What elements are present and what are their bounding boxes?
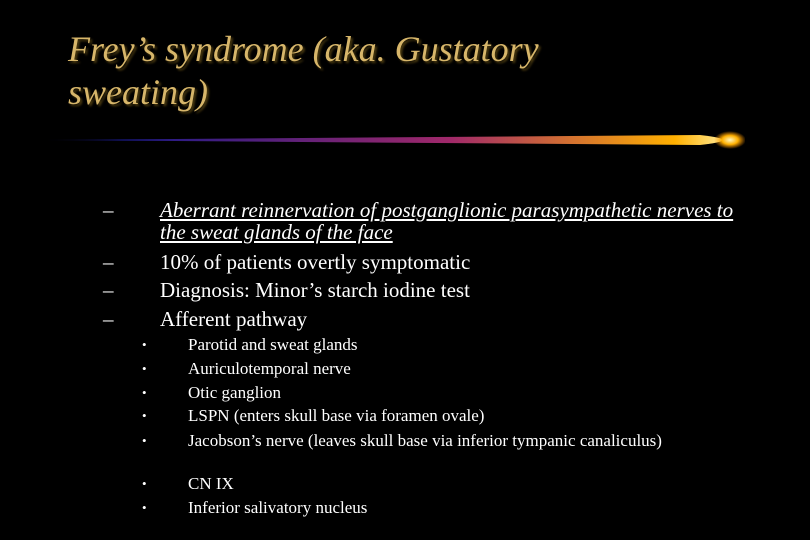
subbullet-text: Jacobson’s nerve (leaves skull base via inferior tympanic canaliculus) — [188, 431, 662, 450]
bullet-dot: • — [142, 433, 147, 448]
bullet-dot: • — [142, 500, 147, 515]
subbullet-text: Auriculotemporal nerve — [188, 359, 351, 378]
dash-marker: – — [103, 250, 114, 274]
subbullet-text: Parotid and sweat glands — [188, 335, 358, 354]
bullet-dot: • — [142, 361, 147, 376]
subbullet-text: CN IX — [188, 474, 234, 493]
bullet-dot: • — [142, 337, 147, 352]
slide-title-line-1: Frey’s syndrome (aka. Gustatory — [68, 29, 539, 69]
subbullet-text: Otic ganglion — [188, 383, 282, 402]
slide-title — [68, 28, 768, 114]
dash-marker: – — [103, 307, 114, 331]
bullet-text: Afferent pathway — [160, 307, 308, 331]
bullet-text: Aberrant reinnervation of postganglionic parasympathetic nerves to the sweat glands of the face — [160, 198, 734, 244]
dash-marker: – — [103, 278, 114, 302]
dash-marker: – — [103, 198, 114, 222]
bullet-dot: • — [142, 385, 147, 400]
title-divider — [40, 131, 745, 149]
slide-title-line-2: sweating) — [68, 72, 208, 112]
subbullet-text: Inferior salivatory nucleus — [188, 498, 368, 517]
bullet-dot: • — [142, 476, 147, 491]
subbullet-text: LSPN (enters skull base via foramen ovale) — [188, 406, 485, 425]
bullet-text: 10% of patients overtly symptomatic — [160, 250, 471, 274]
bullet-dot: • — [142, 408, 147, 423]
bullet-text: Diagnosis: Minor’s starch iodine test — [160, 278, 470, 302]
